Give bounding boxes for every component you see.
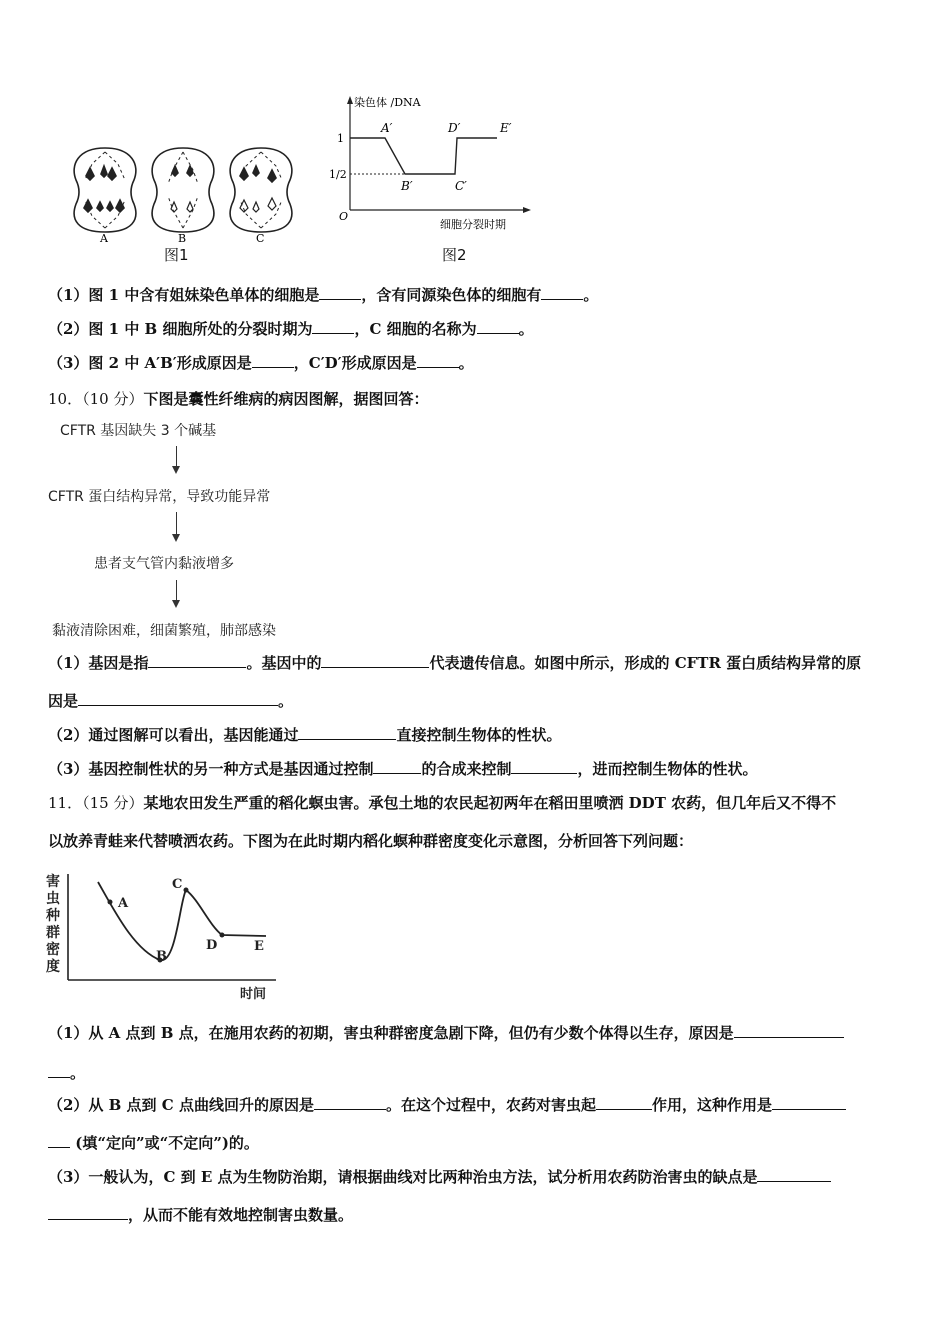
fig2-point-b: B′ — [401, 179, 413, 193]
figure2-caption: 图2 — [442, 246, 467, 264]
graph-point-c: C — [172, 877, 183, 892]
graph-ylabel-6: 度 — [46, 959, 60, 975]
flow-arrow-1 — [176, 446, 177, 472]
fig2-point-a: A′ — [381, 121, 393, 135]
graph-xlabel: 时间 — [240, 987, 267, 1002]
answer-blank[interactable] — [312, 318, 354, 334]
cell-label-b: B — [178, 232, 187, 245]
answer-blank[interactable] — [772, 1094, 846, 1110]
answer-blank[interactable] — [541, 284, 583, 300]
answer-blank[interactable] — [477, 318, 519, 334]
q11-stem-line1: 11．（15 分）某地农田发生严重的稻化螟虫害。承包土地的农民起初两年在稻田里喷洒 DDT 农药，但几年后又不得不 — [48, 794, 837, 812]
answer-blank[interactable] — [319, 284, 361, 300]
cell-label-a: A — [100, 232, 108, 245]
flow-step-2: CFTR 蛋白结构异常，导致功能异常 — [48, 489, 271, 505]
figure1-caption: 图1 — [164, 246, 189, 264]
cell-c — [230, 148, 292, 232]
cell-a — [74, 148, 136, 232]
q10-part2: （2）通过图解可以看出，基因能通过 直接控制生物体的性状。 — [48, 726, 562, 744]
answer-blank[interactable] — [734, 1022, 844, 1038]
figure2-drawing — [325, 92, 535, 242]
graph-ylabel-2: 虫 — [46, 891, 60, 907]
q9-part1: （1）图 1 中含有姐妹染色单体的细胞是 ，含有同源染色体的细胞有 。 — [48, 286, 599, 304]
q10-part1-cont: 因是 。 — [48, 692, 294, 710]
flow-arrow-3 — [176, 580, 177, 606]
fig2-point-e: E′ — [500, 121, 512, 135]
q9-part2: （2）图 1 中 B 细胞所处的分裂时期为 ，C 细胞的名称为 。 — [48, 320, 534, 338]
q10-part3: （3）基因控制性状的另一种方式是基因通过控制 的合成来控制 ，进而控制生物体的性状。 — [48, 760, 758, 778]
flow-step-1: CFTR 基因缺失 3 个碱基 — [60, 423, 217, 439]
fig2-y-label: 染色体 /DNA — [354, 96, 421, 109]
flow-step-4: 黏液清除困难，细菌繁殖，肺部感染 — [52, 623, 276, 639]
answer-blank[interactable] — [148, 652, 246, 668]
graph-ylabel-5: 密 — [46, 942, 60, 958]
q9-part3: （3）图 2 中 A′B′形成原因是 ，C′D′形成原因是 。 — [48, 354, 474, 372]
q11-graph — [44, 870, 284, 1005]
answer-blank[interactable] — [757, 1166, 831, 1182]
flow-arrow-2 — [176, 512, 177, 540]
answer-blank[interactable] — [252, 352, 294, 368]
graph-ylabel-4: 群 — [46, 925, 60, 941]
q11-part3-cont: ，从而不能有效地控制害虫数量。 — [48, 1204, 908, 1226]
cell-label-c: C — [256, 232, 265, 245]
graph-ylabel-1: 害 — [46, 874, 60, 890]
answer-blank[interactable] — [48, 1204, 128, 1220]
q11-graph-drawing — [44, 870, 284, 1005]
graph-point-e: E — [254, 939, 264, 954]
q11-part2: （2）从 B 点到 C 点曲线回升的原因是 。在这个过程中，农药对害虫起 作用，这种作用是 — [48, 1094, 908, 1116]
answer-blank[interactable] — [314, 1094, 386, 1110]
q11-part2-cont: (填“定向”或“不定向”)的。 — [48, 1132, 908, 1154]
q11-stem-line2: 以放养青蛙来代替喷洒农药。下图为在此时期内稻化螟种群密度变化示意图，分析回答下列问题： — [48, 832, 694, 850]
fig2-x-label: 细胞分裂时期 — [440, 218, 506, 231]
fig2-point-c: C′ — [455, 179, 467, 193]
cell-b — [152, 148, 214, 232]
graph-point-b: B — [156, 949, 167, 964]
answer-blank[interactable] — [298, 724, 396, 740]
q11-part3: （3）一般认为，C 到 E 点为生物防治期，请根据曲线对比两种治虫方法，试分析用农药防治害虫的缺点是 — [48, 1166, 908, 1188]
answer-blank[interactable] — [321, 652, 429, 668]
q10-stem: 10．（10 分）下图是囊性纤维病的病因图解，据图回答： — [48, 390, 429, 408]
q11-part1: （1）从 A 点到 B 点，在施用农药的初期，害虫种群密度急剧下降，但仍有少数个体得以生存，原因是 — [48, 1022, 908, 1044]
answer-blank[interactable] — [373, 758, 421, 774]
fig2-tick-1: 1 — [337, 132, 344, 145]
graph-point-a: A — [118, 896, 129, 911]
fig2-point-d: D′ — [448, 121, 461, 135]
q11-part1-cont: 。 — [48, 1062, 908, 1084]
flow-step-3: 患者支气管内黏液增多 — [94, 556, 234, 572]
fig2-origin: O — [339, 210, 349, 223]
fig2-tick-half: 1/2 — [329, 168, 347, 181]
answer-blank[interactable] — [417, 352, 459, 368]
answer-blank[interactable] — [511, 758, 577, 774]
answer-blank[interactable] — [48, 1062, 70, 1078]
graph-point-d: D — [206, 938, 218, 953]
answer-blank[interactable] — [48, 1132, 70, 1148]
q10-part1: （1）基因是指 。基因中的 代表遗传信息。如图中所示，形成的 CFTR 蛋白质结构异常的原 — [48, 654, 862, 672]
figure2 — [325, 92, 535, 242]
answer-blank[interactable] — [78, 690, 278, 706]
graph-ylabel-3: 种 — [46, 908, 60, 924]
answer-blank[interactable] — [596, 1094, 652, 1110]
